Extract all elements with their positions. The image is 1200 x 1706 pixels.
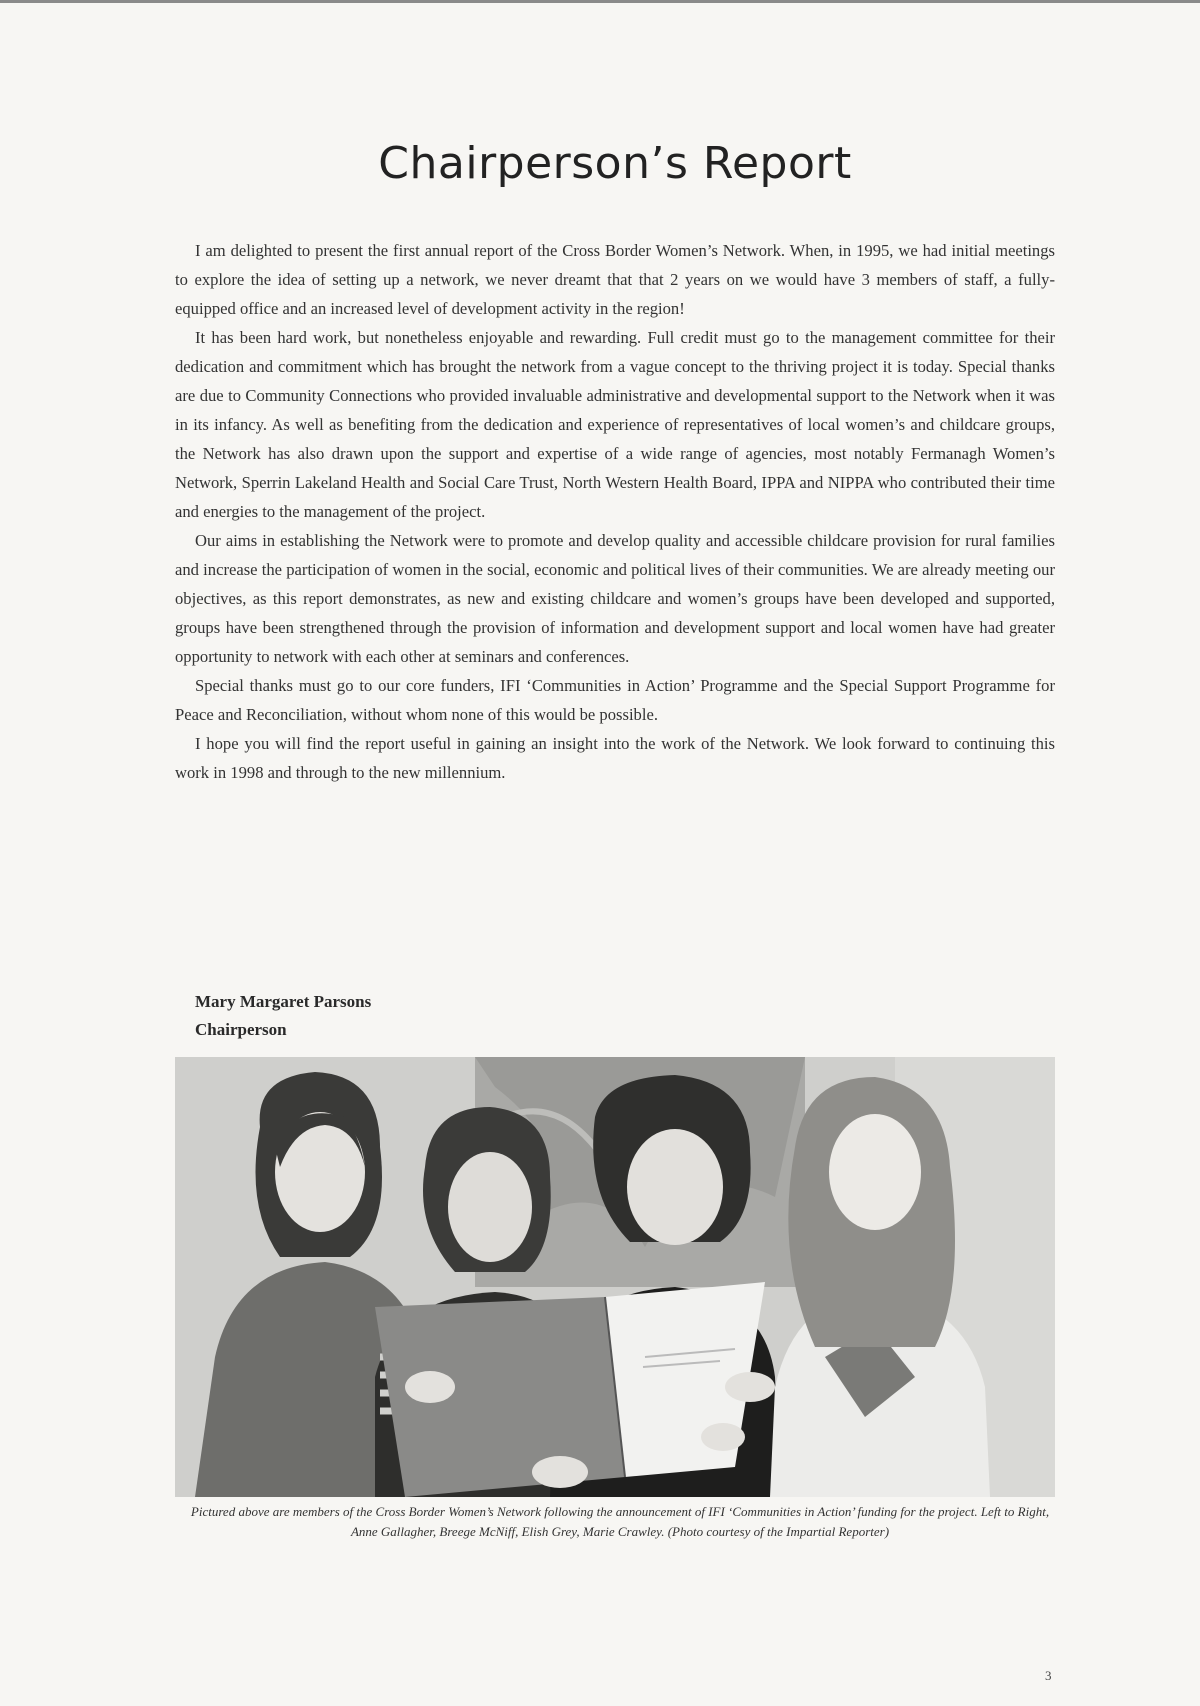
top-rule xyxy=(0,0,1200,3)
report-body xyxy=(175,236,1055,787)
signature-role: Chairperson xyxy=(195,1020,287,1039)
photo-caption: Pictured above are members of the Cross Border Women’s Network following the announcement of IFI ‘Communities in Action’ funding for the project. Left to Right, Anne Gallagher, Breege McNiff, Elish Grey, Marie Crawley. (Photo courtesy of the Impartial Reporter) xyxy=(190,1504,1050,1539)
paragraph-1: I am delighted to present the first annual report of the Cross Border Women’s Network. When, in 1995, we had initial meetings to explore the idea of setting up a network, we never dreamt that that 2 years on we would have 3 members of staff, a fully-equipped office and an increased level of development activity in the region! xyxy=(175,241,1055,318)
paragraph-5: I hope you will find the report useful in gaining an insight into the work of the Network. We look forward to continuing this work in 1998 and through to the new millennium. xyxy=(175,734,1055,782)
page-number: 3 xyxy=(1045,1668,1052,1683)
page-title: Chairperson’s Report xyxy=(378,138,852,189)
group-photo-illustration xyxy=(175,1057,1055,1497)
signature-block xyxy=(195,988,371,1044)
signature-name: Mary Margaret Parsons xyxy=(195,992,372,1011)
paragraph-2: It has been hard work, but nonetheless enjoyable and rewarding. Full credit must go to the management committee for their dedication and commitment which has brought the network from a vague concept to the thriving project it is today. Special thanks are due to Community Connections who provided invaluable administrative and developmental support to the Network when it was in its infancy. As well as benefiting from the dedication and experience of representatives of local women’s and childcare groups, the Network has also drawn upon the support and expertise of a wide range of agencies, most notably Fermanagh Women’s Network, Sperrin Lakeland Health and Social Care Trust, North Western Health Board, IPPA and NIPPA who contributed their time and energies to the management of the project. xyxy=(175,328,1055,521)
paragraph-4: Special thanks must go to our core funders, IFI ‘Communities in Action’ Programme and the Special Support Programme for Peace and Reconciliation, without whom none of this would be possible. xyxy=(175,676,1055,724)
group-photo xyxy=(175,1057,1055,1497)
paragraph-3: Our aims in establishing the Network were to promote and develop quality and accessible childcare provision for rural families and increase the participation of women in the social, economic and political lives of their communities. We are already meeting our objectives, as this report demonstrates, as new and existing childcare and women’s groups have been developed and supported, groups have been strengthened through the provision of information and development support and local women have had greater opportunity to network with each other at seminars and conferences. xyxy=(175,531,1055,666)
